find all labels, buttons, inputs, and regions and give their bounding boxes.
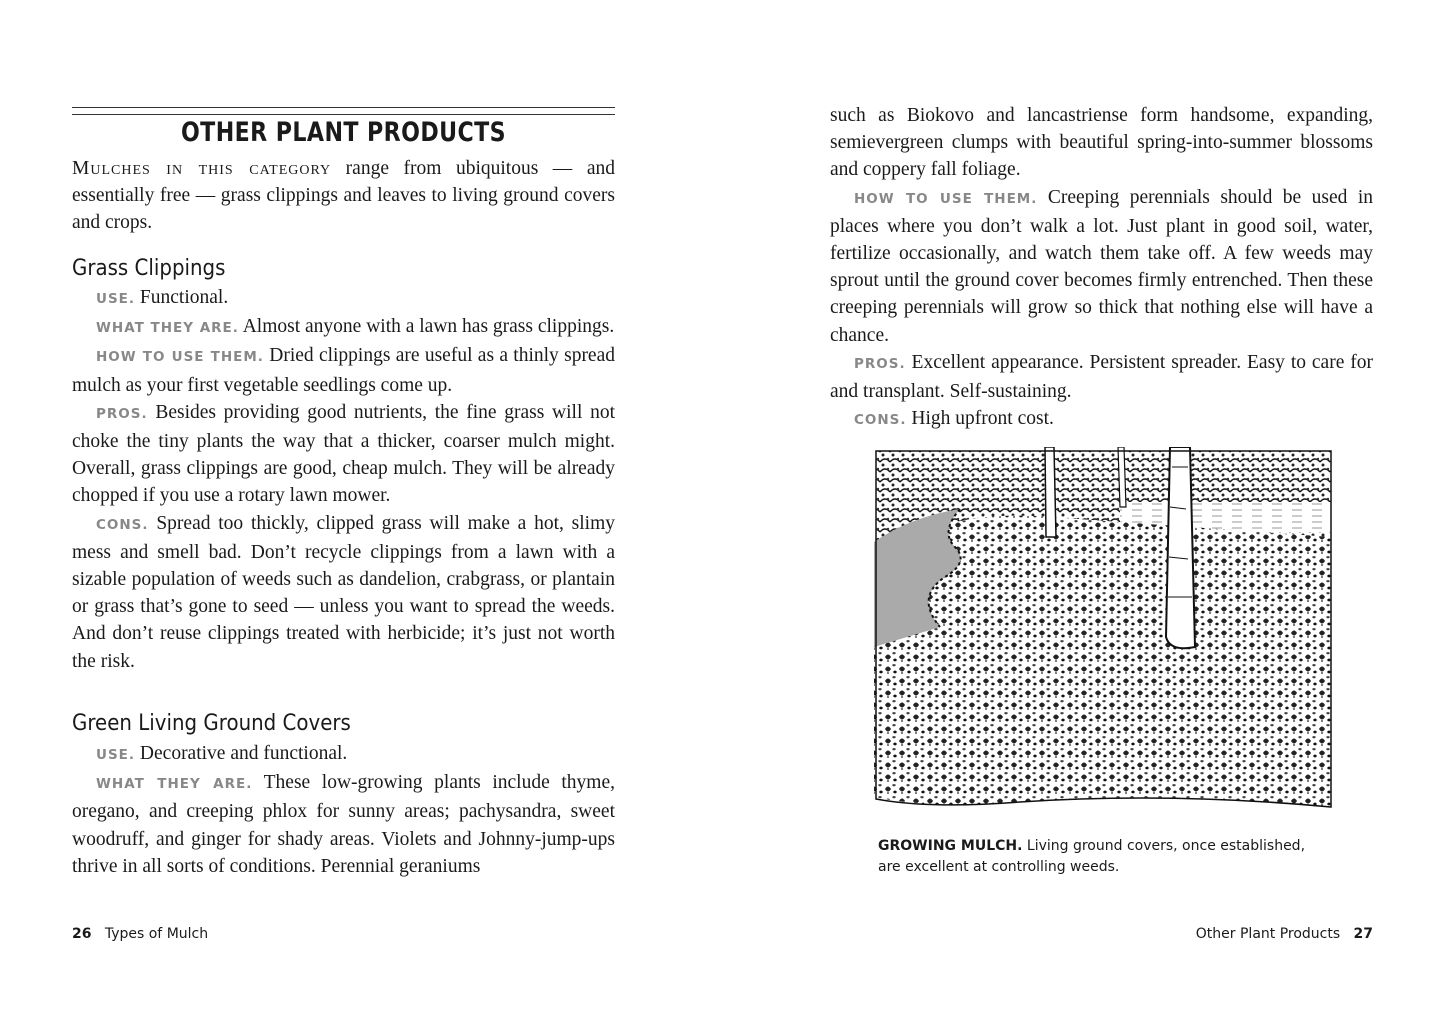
grass-cons: CONS. Spread too thickly, clipped grass will make a hot, slimy mess and smell bad. Don’t recycle clippings from a lawn with a sizable population of weeds such as dandelion, crabgrass, or plantain or grass that’s gone to seed — unless you want to spread the weeds. And don’t reuse clippings treated with herbicide; it’s just not worth the risk. bbox=[72, 512, 615, 672]
label-how: HOW TO USE THEM. bbox=[96, 349, 264, 366]
label-how: HOW TO USE THEM. bbox=[854, 190, 1038, 207]
intro-paragraph bbox=[72, 155, 615, 237]
running-title: Types of Mulch bbox=[104, 926, 209, 942]
green-how: HOW TO USE THEM. Creeping perennials should be used in places where you don’t walk a lot. Just plant in good soil, water, fertilize occasionally, and watch them take off. A few weeds may sprout until the ground cover becomes firmly entrenched. Then these creeping perennials will grow so thick that nothing else will have a chance. bbox=[830, 186, 1373, 346]
section-title: OTHER PLANT PRODUCTS bbox=[180, 117, 507, 148]
caption-text: Living ground covers, once established, are excellent at controlling weeds. bbox=[878, 838, 1306, 875]
right-footer bbox=[1196, 926, 1373, 942]
figure-caption bbox=[878, 836, 1318, 878]
section-rule bbox=[72, 107, 615, 115]
label-cons: CONS. bbox=[854, 412, 907, 429]
intro-text: range from ubiquitous — and essentially free — grass clippings and leaves to living ground covers and crops. bbox=[72, 158, 615, 234]
grass-pros: PROS. Besides providing good nutrients, the fine grass will not choke the tiny plants the way that a thicker, coarser mulch might. Overall, grass clippings are good, cheap mulch. They will be already chopped if you use a rotary lawn mower. bbox=[72, 401, 615, 507]
label-what: WHAT THEY ARE. bbox=[96, 320, 239, 337]
label-cons: CONS. bbox=[96, 516, 149, 533]
green-use: USE. Decorative and functional. bbox=[96, 743, 348, 764]
label-pros: PROS. bbox=[854, 355, 906, 372]
green-cons: CONS. High upfront cost. bbox=[854, 408, 1054, 430]
grass-use: USE. Functional. bbox=[96, 287, 229, 308]
label-pros: PROS. bbox=[96, 405, 148, 422]
left-page bbox=[72, 0, 615, 1012]
left-footer bbox=[72, 926, 208, 942]
ground-cover-illustration bbox=[870, 447, 1337, 820]
grass-what: WHAT THEY ARE. Almost anyone with a lawn has grass clippings. bbox=[96, 316, 615, 338]
right-body bbox=[830, 102, 1373, 434]
label-use: USE. bbox=[96, 291, 136, 307]
right-page bbox=[830, 0, 1373, 1012]
grass-clippings-body bbox=[72, 284, 615, 675]
label-use: USE. bbox=[96, 747, 136, 763]
green-covers-body bbox=[72, 740, 615, 880]
continued-paragraph: such as Biokovo and lancastriense form handsome, expanding, semievergreen clumps with beautiful spring-into-summer blossoms and coppery fall foliage. bbox=[830, 105, 1373, 181]
intro-lead: Mulches in this category bbox=[72, 158, 332, 179]
heading-grass-clippings: Grass Clippings bbox=[72, 256, 226, 281]
green-pros: PROS. Excellent appearance. Persistent spreader. Easy to care for and transplant. Self-sustaining. bbox=[830, 351, 1373, 403]
caption-label: GROWING MULCH. bbox=[878, 838, 1023, 854]
running-title: Other Plant Products bbox=[1195, 926, 1341, 942]
heading-green-ground-covers: Green Living Ground Covers bbox=[72, 711, 351, 736]
grass-how: HOW TO USE THEM. Dried clippings are useful as a thinly spread mulch as your first vegetable seedlings come up. bbox=[72, 345, 615, 396]
label-what: WHAT THEY ARE. bbox=[96, 776, 253, 793]
page-number: 26 bbox=[72, 926, 92, 942]
page-number: 27 bbox=[1353, 926, 1373, 942]
green-what: WHAT THEY ARE. These low-growing plants include thyme, oregano, and creeping phlox for sunny areas; pachysandra, sweet woodruff, and ginger for shady areas. Violets and Johnny-jump-ups thrive in all sorts of conditions. Perennial geraniums bbox=[72, 772, 615, 877]
